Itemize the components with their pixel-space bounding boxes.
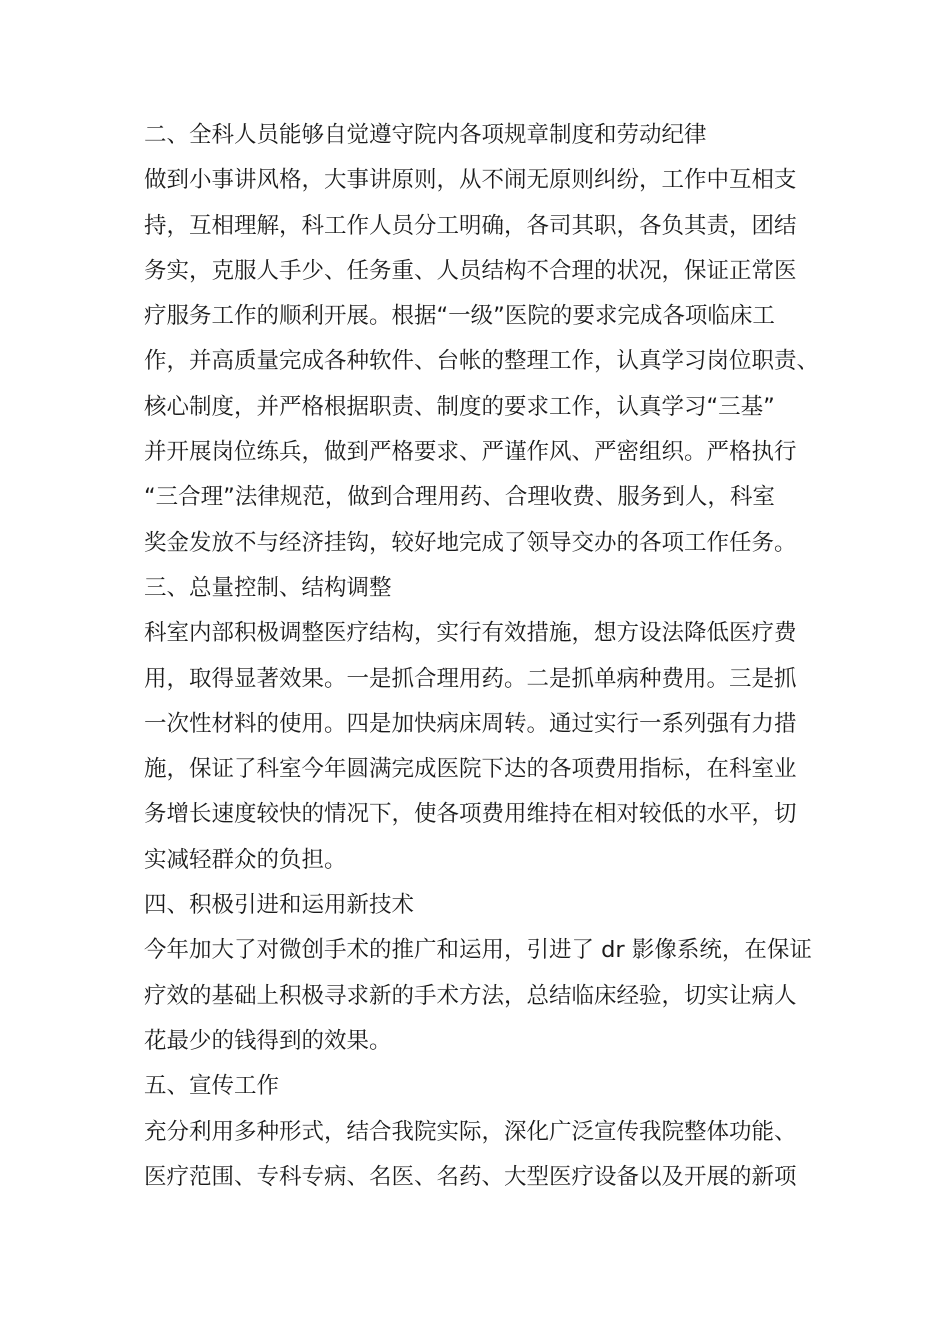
paragraph-line: 务增长速度较快的情况下，使各项费用维持在相对较低的水平，切 — [144, 801, 797, 828]
section-heading-4: 四、积极引进和运用新技术 — [144, 892, 415, 919]
document-body — [144, 113, 834, 1200]
paragraph-line: 疗服务工作的顺利开展。根据“一级”医院的要求完成各项临床工 — [144, 303, 775, 330]
paragraph-line: 并开展岗位练兵，做到严格要求、严谨作风、严密组织。严格执行 — [144, 439, 797, 466]
paragraph-line: 施，保证了科室今年圆满完成医院下达的各项费用指标，在科室业 — [144, 756, 797, 783]
paragraph-line: 疗效的基础上积极寻求新的手术方法，总结临床经验，切实让病人 — [144, 982, 797, 1009]
paragraph-line: 实减轻群众的负担。 — [144, 846, 347, 873]
paragraph-line: 科室内部积极调整医疗结构，实行有效措施，想方设法降低医疗费 — [144, 620, 797, 647]
paragraph-line: “三合理”法律规范，做到合理用药、合理收费、服务到人，科室 — [144, 484, 775, 511]
paragraph-line: 充分利用多种形式，结合我院实际，深化广泛宣传我院整体功能、 — [144, 1118, 797, 1145]
paragraph-line: 今年加大了对微创手术的推广和运用，引进了 dr 影像系统，在保证 — [144, 937, 812, 964]
paragraph-line: 花最少的钱得到的效果。 — [144, 1027, 392, 1054]
paragraph-line: 医疗范围、专科专病、名医、名药、大型医疗设备以及开展的新项 — [144, 1163, 797, 1190]
section-heading-5: 五、宣传工作 — [144, 1073, 280, 1100]
paragraph-line: 作，并高质量完成各种软件、台帐的整理工作，认真学习岗位职责、 — [144, 348, 820, 375]
paragraph-line: 做到小事讲风格，大事讲原则，从不闹无原则纠纷，工作中互相支 — [144, 167, 797, 194]
paragraph-line: 持，互相理解，科工作人员分工明确，各司其职，各负其责，团结 — [144, 212, 797, 239]
paragraph-line: 务实，克服人手少、任务重、人员结构不合理的状况，保证正常医 — [144, 257, 797, 284]
paragraph-line: 奖金发放不与经济挂钩，较好地完成了领导交办的各项工作任务。 — [144, 529, 797, 556]
section-heading-3: 三、总量控制、结构调整 — [144, 574, 392, 601]
paragraph-line: 用，取得显著效果。一是抓合理用药。二是抓单病种费用。三是抓 — [144, 665, 797, 692]
section-heading-2: 二、全科人员能够自觉遵守院内各项规章制度和劳动纪律 — [144, 122, 707, 148]
paragraph-line: 一次性材料的使用。四是加快病床周转。通过实行一系列强有力措 — [144, 710, 797, 737]
paragraph-line: 核心制度，并严格根据职责、制度的要求工作，认真学习“三基” — [144, 393, 775, 420]
